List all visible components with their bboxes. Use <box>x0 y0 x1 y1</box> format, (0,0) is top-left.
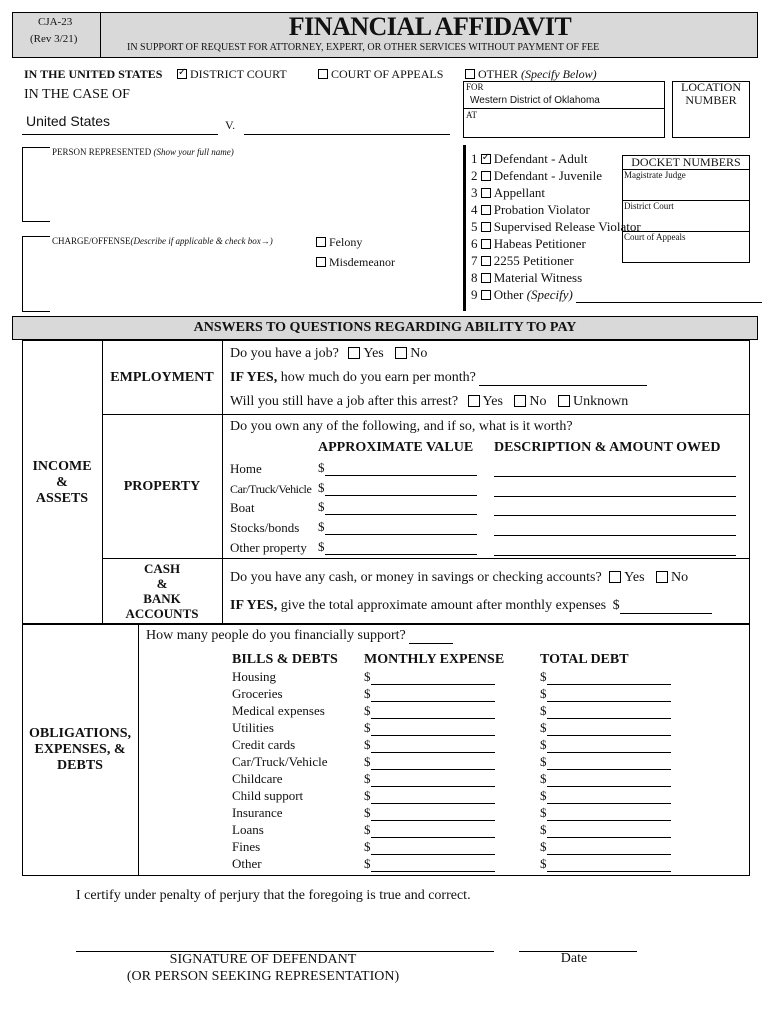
monthly-expense-field[interactable]: $ <box>364 686 495 702</box>
role-item[interactable]: 8 Material Witness <box>471 270 583 285</box>
monthly-expense-field[interactable]: $ <box>364 856 495 872</box>
total-debt-field[interactable]: $ <box>540 720 671 736</box>
total-debt-field[interactable]: $ <box>540 754 671 770</box>
monthly-expense-field[interactable]: $ <box>364 788 495 804</box>
case-party-line <box>22 134 218 135</box>
cash-amount-question: IF YES, give the total approximate amount after monthly expenses $ <box>230 598 712 614</box>
debt-item-label: Insurance <box>232 805 283 820</box>
person-bracket-bottom <box>22 221 50 222</box>
role-item[interactable]: 9 Other (Specify) <box>471 287 756 304</box>
employment-label: EMPLOYMENT <box>110 370 214 385</box>
total-debt-field[interactable]: $ <box>540 822 671 838</box>
opponent-line[interactable] <box>244 134 450 135</box>
total-debt-header: TOTAL DEBT <box>540 652 629 667</box>
debt-item-label: Groceries <box>232 686 283 701</box>
debt-item-label: Other <box>232 856 262 871</box>
total-debt-field[interactable]: $ <box>540 686 671 702</box>
property-description-field[interactable] <box>494 515 736 516</box>
role-item[interactable]: 7 2255 Petitioner <box>471 253 574 268</box>
for-field[interactable]: Western District of Oklahoma <box>470 95 600 106</box>
role-item[interactable]: 1 ✓ Defendant - Adult <box>471 151 756 168</box>
income-assets-label: INCOME & ASSETS <box>32 459 92 506</box>
monthly-expense-field[interactable]: $ <box>364 737 495 753</box>
employment-q2: IF YES, how much do you earn per month? <box>230 370 647 386</box>
debt-item-label: Utilities <box>232 720 274 735</box>
property-description-field[interactable] <box>494 496 736 497</box>
role-checkbox[interactable] <box>481 205 491 215</box>
description-owed-header: DESCRIPTION & AMOUNT OWED <box>494 440 721 455</box>
district-court-checkbox[interactable] <box>177 69 187 79</box>
property-value-field[interactable]: $ <box>318 519 477 535</box>
cash-yes-checkbox[interactable] <box>609 571 621 583</box>
table-divider <box>102 558 750 559</box>
property-item-label: Car/Truck/Vehicle <box>230 482 312 496</box>
magistrate-judge-field[interactable]: Magistrate Judge <box>624 170 686 180</box>
property-description-field[interactable] <box>494 555 736 556</box>
total-debt-field[interactable]: $ <box>540 771 671 787</box>
court-of-appeals-option[interactable]: COURT OF APPEALS <box>318 67 443 82</box>
role-item[interactable]: 4 Probation Violator <box>471 202 590 217</box>
total-debt-field[interactable]: $ <box>540 856 671 872</box>
monthly-expense-field[interactable]: $ <box>364 771 495 787</box>
property-question: Do you own any of the following, and if so, what is it worth? <box>230 419 573 434</box>
other-court-checkbox[interactable] <box>465 69 475 79</box>
role-checkbox[interactable] <box>481 273 491 283</box>
approx-value-header: APPROXIMATE VALUE <box>318 440 474 455</box>
role-item[interactable]: 3 Appellant <box>471 185 546 200</box>
keep-job-no-checkbox[interactable] <box>514 395 526 407</box>
debt-item-label: Housing <box>232 669 277 684</box>
dependents-field[interactable] <box>409 629 453 644</box>
person-represented-label: PERSON REPRESENTED (Show your full name) <box>52 147 234 157</box>
form-subtitle: IN SUPPORT OF REQUEST FOR ATTORNEY, EXPERT, OR OTHER SERVICES WITHOUT PAYMENT OF FEE <box>127 42 600 53</box>
court-of-appeals-field[interactable]: Court of Appeals <box>624 232 686 242</box>
keep-job-yes-checkbox[interactable] <box>468 395 480 407</box>
debt-item-label: Car/Truck/Vehicle <box>232 754 328 769</box>
section-title: ANSWERS TO QUESTIONS REGARDING ABILITY TO PAY <box>193 320 577 335</box>
property-value-field[interactable]: $ <box>318 480 477 496</box>
form-revision: (Rev 3/21) <box>30 33 78 45</box>
other-court-option[interactable]: OTHER (Specify Below) <box>465 67 597 82</box>
total-debt-field[interactable]: $ <box>540 839 671 855</box>
location-number-label: LOCATION NUMBER <box>681 80 741 107</box>
debt-item-label: Loans <box>232 822 264 837</box>
docket-numbers-title: DOCKET NUMBERS <box>631 155 741 169</box>
job-no-checkbox[interactable] <box>395 347 407 359</box>
dependents-question: How many people do you financially support? <box>146 628 453 644</box>
role-checkbox[interactable] <box>481 154 491 164</box>
in-the-case-of: IN THE CASE OF <box>24 87 130 102</box>
property-label: PROPERTY <box>123 479 201 494</box>
total-debt-field[interactable]: $ <box>540 669 671 685</box>
monthly-expense-header: MONTHLY EXPENSE <box>364 652 505 667</box>
at-label: AT <box>466 110 477 120</box>
charge-bracket <box>22 236 23 311</box>
case-party-field[interactable]: United States <box>26 113 111 129</box>
monthly-expense-field[interactable]: $ <box>364 822 495 838</box>
role-checkbox[interactable] <box>481 188 491 198</box>
total-debt-field[interactable]: $ <box>540 703 671 719</box>
debt-item-label: Medical expenses <box>232 703 325 718</box>
property-item-label: Home <box>230 461 262 476</box>
court-of-appeals-checkbox[interactable] <box>318 69 328 79</box>
monthly-expense-field[interactable]: $ <box>364 754 495 770</box>
versus-label: V. <box>225 118 236 132</box>
debt-item-label: Child support <box>232 788 304 803</box>
form-title: FINANCIAL AFFIDAVIT <box>288 12 572 41</box>
charge-offense-label: CHARGE/OFFENSE(Describe if applicable & check box→) <box>52 236 273 246</box>
person-bracket <box>22 147 23 221</box>
role-checkbox[interactable] <box>481 290 491 300</box>
in-the-united-states: IN THE UNITED STATES <box>24 67 163 81</box>
monthly-expense-field[interactable]: $ <box>364 669 495 685</box>
monthly-expense-field[interactable]: $ <box>364 839 495 855</box>
cash-amount-field[interactable] <box>620 599 712 614</box>
role-item[interactable]: 2 Defendant - Juvenile <box>471 168 603 183</box>
person-bracket-top <box>22 147 50 148</box>
form-id: CJA-23 <box>38 16 73 28</box>
role-checkbox[interactable] <box>481 171 491 181</box>
misdemeanor-checkbox[interactable] <box>316 257 326 267</box>
signature-label: SIGNATURE OF DEFENDANT (OR PERSON SEEKING REPRESENTATION) <box>126 952 400 984</box>
bills-debts-header: BILLS & DEBTS <box>232 652 338 667</box>
role-item[interactable]: 6 Habeas Petitioner <box>471 236 586 251</box>
employment-q3: Will you still have a job after this arrest? Yes No Unknown <box>230 394 629 409</box>
felony-option[interactable]: Felony <box>316 235 362 250</box>
property-value-field[interactable]: $ <box>318 460 477 476</box>
table-divider <box>102 414 750 415</box>
keep-job-unknown-checkbox[interactable] <box>558 395 570 407</box>
monthly-expense-field[interactable]: $ <box>364 720 495 736</box>
debt-item-label: Childcare <box>232 771 283 786</box>
property-description-field[interactable] <box>494 535 736 536</box>
cash-no-checkbox[interactable] <box>656 571 668 583</box>
role-checkbox[interactable] <box>481 239 491 249</box>
monthly-expense-field[interactable]: $ <box>364 805 495 821</box>
date-label: Date <box>560 951 588 966</box>
for-at-box <box>463 81 665 138</box>
charge-bracket-bottom <box>22 311 50 312</box>
total-debt-field[interactable]: $ <box>540 805 671 821</box>
obligations-label: OBLIGATIONS, EXPENSES, & DEBTS <box>28 726 132 773</box>
monthly-expense-field[interactable]: $ <box>364 703 495 719</box>
total-debt-field[interactable]: $ <box>540 788 671 804</box>
certification-statement: I certify under penalty of perjury that the foregoing is true and correct. <box>76 888 471 903</box>
cash-bank-label: CASH & BANK ACCOUNTS <box>125 561 199 621</box>
felony-checkbox[interactable] <box>316 237 326 247</box>
property-item-label: Other property <box>230 540 307 555</box>
roles-bar <box>463 145 466 311</box>
district-court-field[interactable]: District Court <box>624 201 674 211</box>
property-item-label: Stocks/bonds <box>230 520 300 535</box>
property-value-field[interactable]: $ <box>318 539 477 555</box>
property-value-field[interactable]: $ <box>318 499 477 515</box>
for-label: FOR <box>466 82 484 92</box>
property-item-label: Boat <box>230 500 255 515</box>
debt-item-label: Credit cards <box>232 737 296 752</box>
cash-question: Do you have any cash, or money in savings or checking accounts? Yes No <box>230 570 689 585</box>
employment-q1: Do you have a job? Yes No <box>230 346 428 361</box>
district-court-option[interactable]: ✓ DISTRICT COURT <box>177 67 287 82</box>
charge-bracket-top <box>22 236 50 237</box>
role-item[interactable]: 5 Supervised Release Violator <box>471 219 641 234</box>
role-checkbox[interactable] <box>481 222 491 232</box>
role-checkbox[interactable] <box>481 256 491 266</box>
monthly-earnings-field[interactable] <box>479 371 647 386</box>
property-description-field[interactable] <box>494 476 736 477</box>
debt-item-label: Fines <box>232 839 261 854</box>
job-yes-checkbox[interactable] <box>348 347 360 359</box>
misdemeanor-option[interactable]: Misdemeanor <box>316 255 395 270</box>
total-debt-field[interactable]: $ <box>540 737 671 753</box>
table-divider <box>138 624 139 876</box>
other-role-line[interactable] <box>576 292 762 303</box>
table-divider <box>222 340 223 624</box>
for-at-divider <box>463 108 665 109</box>
